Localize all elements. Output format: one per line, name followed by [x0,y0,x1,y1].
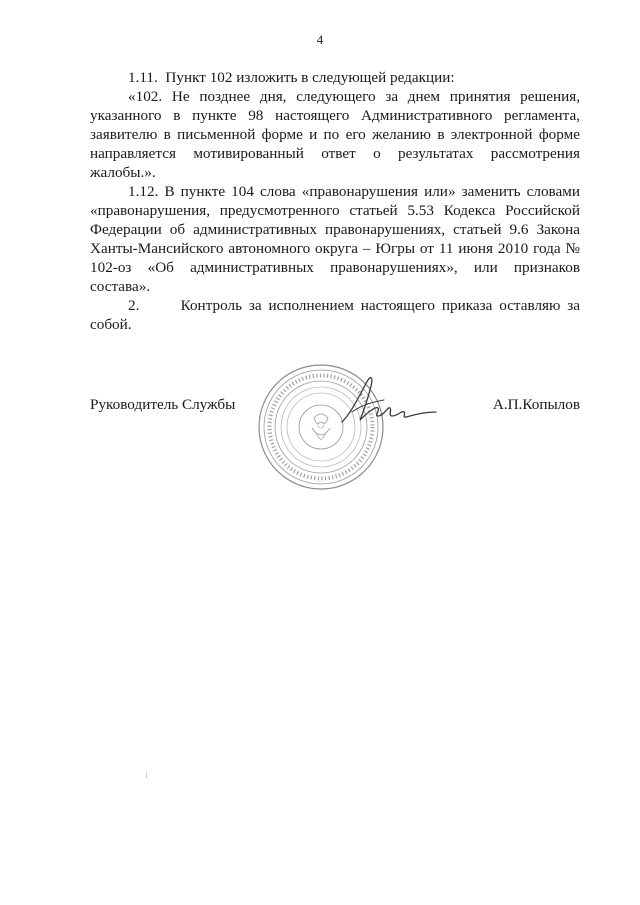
page-number: 4 [316,32,324,47]
paragraph-2: 2. Контроль за исполнением настоящего приказа оставляю за собой. [90,297,580,333]
scan-artifact [146,772,147,778]
paragraph-102-text: «102. Не позднее дня, следующего за днем принятия решения, указанного в пункте 98 настоящего Административного регламента, заявителю в письменной форме и по его желанию в электронной форме направляется мотивированный ответ о результатах рассмотрения жалобы.». [90,88,580,181]
signatory-name: А.П.Копылов [492,396,580,413]
signatory-position: Руководитель Службы [90,396,236,413]
paragraph-1-12: 1.12. В пункте 104 слова «правонарушения или» заменить словами «правонарушения, предусмотренного статьей 5.53 Кодекса Российской Федерации об административных правонарушениях, статьей 9.6 Закона Ханты-Мансийского автономного округа – Югры от 11 июня 2010 года № 102-оз «Об административных правонарушениях», или признаков состава». [90,183,580,295]
paragraph-1-11: 1.11. Пункт 102 изложить в следующей редакции: [128,69,455,86]
signature-block [90,396,580,420]
document-body [90,68,580,334]
